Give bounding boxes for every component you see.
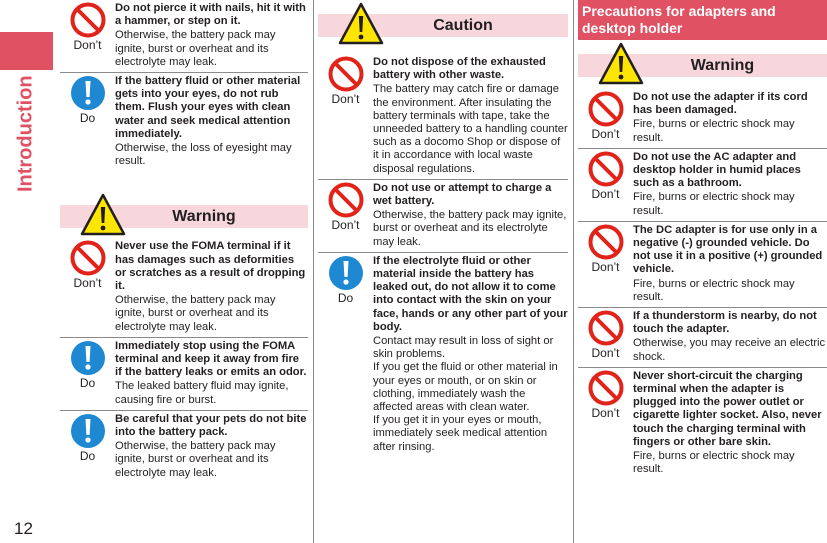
precaution-body bbox=[633, 278, 827, 304]
dont-label: Don’t bbox=[591, 259, 620, 274]
caution-banner-title: Caution bbox=[433, 16, 493, 34]
column-divider bbox=[313, 0, 314, 543]
warning-banner-title: Warning bbox=[690, 56, 755, 74]
do-label: Do bbox=[79, 448, 96, 463]
prohibition-icon bbox=[588, 370, 624, 406]
precaution-text bbox=[373, 255, 568, 454]
precaution-body bbox=[373, 209, 568, 249]
precaution-body bbox=[115, 142, 308, 168]
precaution-body-paragraph: The leaked battery fluid may ignite, causing fire or burst. bbox=[115, 380, 289, 406]
precaution-body bbox=[115, 29, 308, 69]
precaution-heading: If the electrolyte fluid or other material inside the battery has leaked out, do not allow it to come into contact with the skin on your face, hands or any other part of your body. bbox=[373, 254, 568, 333]
column-1-top-items bbox=[60, 0, 308, 171]
precaution-heading: Do not use the AC adapter and desktop holder in humid places such as a bathroom. bbox=[633, 150, 801, 190]
warning-icon bbox=[598, 42, 644, 91]
precaution-body bbox=[115, 380, 308, 406]
precaution-body-paragraph: Fire, burns or electric shock may result. bbox=[633, 450, 795, 476]
warning-icon bbox=[80, 193, 126, 242]
precaution-body-paragraph: If you get it in your eyes or mouth, immediately seek medical attention after rinsing. bbox=[373, 414, 548, 453]
precaution-item bbox=[60, 238, 308, 337]
prohibition-icon bbox=[588, 91, 624, 127]
precaution-item bbox=[578, 308, 827, 368]
precaution-body-paragraph: Fire, burns or electric shock may result. bbox=[633, 118, 795, 144]
precaution-body-paragraph: Otherwise, the loss of eyesight may result. bbox=[115, 142, 292, 168]
precaution-icon-box bbox=[60, 340, 115, 407]
precaution-heading: Do not pierce it with nails, hit it with a hammer, or step on it. bbox=[115, 2, 306, 28]
precaution-heading: Be careful that your pets do not bite into the battery pack. bbox=[115, 412, 307, 439]
precaution-icon-box bbox=[578, 310, 633, 364]
precaution-text bbox=[633, 224, 827, 304]
precaution-body-paragraph: Otherwise, you may receive an electric shock. bbox=[633, 337, 826, 363]
precaution-icon-box bbox=[578, 151, 633, 218]
column-3-items bbox=[578, 89, 827, 479]
precaution-heading: If the battery fluid or other material gets into your eyes, do not rub them. Flush your eyes with clean water and seek medical attention immediately. bbox=[115, 75, 301, 140]
precaution-text bbox=[115, 413, 308, 480]
dont-label: Don’t bbox=[73, 38, 102, 52]
precaution-icon-box bbox=[60, 2, 115, 69]
precaution-item bbox=[60, 411, 308, 483]
warning-banner bbox=[60, 205, 308, 228]
precaution-body-paragraph: The battery may catch fire or damage the environment. After insulating the battery terminals with tape, take the unneeded battery to a handling counter such as a docomo Shop or dispose of it in accordance with local waste disposal regulations. bbox=[373, 83, 568, 175]
column-2-items bbox=[318, 54, 568, 457]
precaution-text bbox=[115, 240, 308, 333]
precaution-body-paragraph: Contact may result in loss of sight or skin problems. bbox=[373, 335, 554, 361]
dont-label: Don’t bbox=[331, 92, 360, 106]
precaution-item bbox=[318, 253, 568, 457]
precaution-body bbox=[633, 191, 827, 217]
dont-label: Don’t bbox=[73, 276, 102, 291]
precaution-icon-box bbox=[578, 91, 633, 145]
precaution-text bbox=[115, 2, 308, 69]
chapter-title: Introduction bbox=[14, 75, 37, 193]
precaution-icon-box bbox=[318, 182, 373, 249]
precaution-heading: Do not use the adapter if its cord has been damaged. bbox=[633, 91, 808, 117]
dont-label: Don’t bbox=[591, 346, 620, 361]
precaution-body-paragraph: Fire, burns or electric shock may result. bbox=[633, 191, 795, 217]
precaution-body bbox=[633, 118, 827, 144]
precaution-icon-box bbox=[318, 56, 373, 176]
precaution-body-paragraph: Otherwise, the battery pack may ignite, burst or overheat and its electrolyte may leak. bbox=[115, 294, 276, 333]
mandatory-action-icon bbox=[328, 255, 364, 291]
precaution-icon-box bbox=[60, 75, 115, 168]
precaution-text bbox=[115, 340, 308, 407]
page-number: 12 bbox=[14, 519, 33, 538]
column-1 bbox=[60, 0, 308, 483]
do-label: Do bbox=[337, 290, 354, 305]
precaution-text bbox=[633, 370, 827, 477]
prohibition-icon bbox=[588, 224, 624, 260]
precaution-heading: The DC adapter is for use only in a negative (-) grounded vehicle. Do not use it in a positive (+) grounded vehicle. bbox=[633, 223, 823, 276]
precaution-text bbox=[373, 56, 568, 176]
dont-label: Don’t bbox=[591, 186, 620, 201]
precaution-text bbox=[373, 182, 568, 249]
prohibition-icon bbox=[328, 56, 364, 92]
column-3 bbox=[578, 0, 827, 479]
precaution-text bbox=[633, 91, 827, 145]
precaution-item bbox=[60, 0, 308, 73]
warning-banner-title: Warning bbox=[172, 207, 236, 225]
dont-label: Don’t bbox=[591, 127, 620, 141]
column-2 bbox=[318, 0, 568, 457]
precaution-text bbox=[115, 75, 308, 168]
section-title: Precautions for adapters and desktop holder bbox=[578, 0, 827, 40]
precaution-heading: Do not dispose of the exhausted battery with other waste. bbox=[373, 56, 546, 82]
caution-banner bbox=[318, 14, 568, 37]
mandatory-action-icon bbox=[70, 413, 106, 449]
precaution-item bbox=[578, 149, 827, 222]
precaution-icon-box bbox=[578, 224, 633, 304]
precaution-body-paragraph: Otherwise, the battery pack may ignite, burst or overheat and its electrolyte may leak. bbox=[115, 440, 276, 479]
precaution-item bbox=[318, 54, 568, 180]
precaution-body-paragraph: Otherwise, the battery pack may ignite, burst or overheat and its electrolyte may leak. bbox=[373, 209, 567, 248]
column-divider bbox=[573, 0, 574, 543]
precaution-icon-box bbox=[60, 413, 115, 480]
caution-icon bbox=[338, 2, 384, 51]
precaution-item bbox=[578, 89, 827, 149]
precaution-icon-box bbox=[578, 370, 633, 477]
do-label: Do bbox=[79, 375, 96, 390]
precaution-item bbox=[578, 222, 827, 308]
prohibition-icon bbox=[588, 310, 624, 346]
precaution-heading: Never short-circuit the charging terminal when the adapter is plugged into the power outlet or cigarette lighter socket. Also, never touch the charging terminal with fingers or other bare skin. bbox=[633, 369, 822, 448]
precaution-heading: Do not use or attempt to charge a wet battery. bbox=[373, 181, 552, 208]
mandatory-action-icon bbox=[70, 340, 106, 376]
precaution-icon-box bbox=[318, 255, 373, 454]
prohibition-icon bbox=[70, 240, 106, 276]
precaution-item bbox=[60, 73, 308, 171]
precaution-body bbox=[373, 83, 568, 175]
precaution-text bbox=[633, 151, 827, 218]
mandatory-action-icon bbox=[70, 75, 106, 111]
precaution-body-paragraph: If you get the fluid or other material in your eyes or mouth, or on skin or clothing, immediately wash the affected areas with clean water. bbox=[373, 361, 558, 414]
precaution-item bbox=[578, 368, 827, 480]
precaution-heading: Immediately stop using the FOMA terminal and keep it away from fire if the battery leaks or emits an odor. bbox=[115, 339, 307, 379]
prohibition-icon bbox=[588, 151, 624, 187]
precaution-body-paragraph: Fire, burns or electric shock may result. bbox=[633, 277, 795, 303]
precaution-body bbox=[115, 440, 308, 480]
precaution-item bbox=[318, 180, 568, 253]
precaution-body bbox=[633, 337, 827, 363]
column-1-bottom-items bbox=[60, 238, 308, 482]
warning-banner bbox=[578, 54, 827, 77]
precaution-icon-box bbox=[60, 240, 115, 333]
precaution-heading: If a thunderstorm is nearby, do not touch the adapter. bbox=[633, 310, 817, 336]
prohibition-icon bbox=[328, 182, 364, 218]
do-label: Do bbox=[79, 111, 96, 126]
precaution-body bbox=[115, 294, 308, 334]
chapter-tab bbox=[0, 32, 53, 70]
precaution-item bbox=[60, 338, 308, 411]
precaution-heading: Never use the FOMA terminal if it has damages such as deformities or scratches as a result of dropping it. bbox=[115, 240, 306, 293]
precaution-body-paragraph: Otherwise, the battery pack may ignite, burst or overheat and its electrolyte may leak. bbox=[115, 29, 276, 68]
dont-label: Don’t bbox=[591, 405, 620, 420]
prohibition-icon bbox=[70, 2, 106, 38]
precaution-text bbox=[633, 310, 827, 364]
precaution-body bbox=[373, 335, 568, 454]
precaution-body bbox=[633, 450, 827, 476]
dont-label: Don’t bbox=[331, 217, 360, 232]
